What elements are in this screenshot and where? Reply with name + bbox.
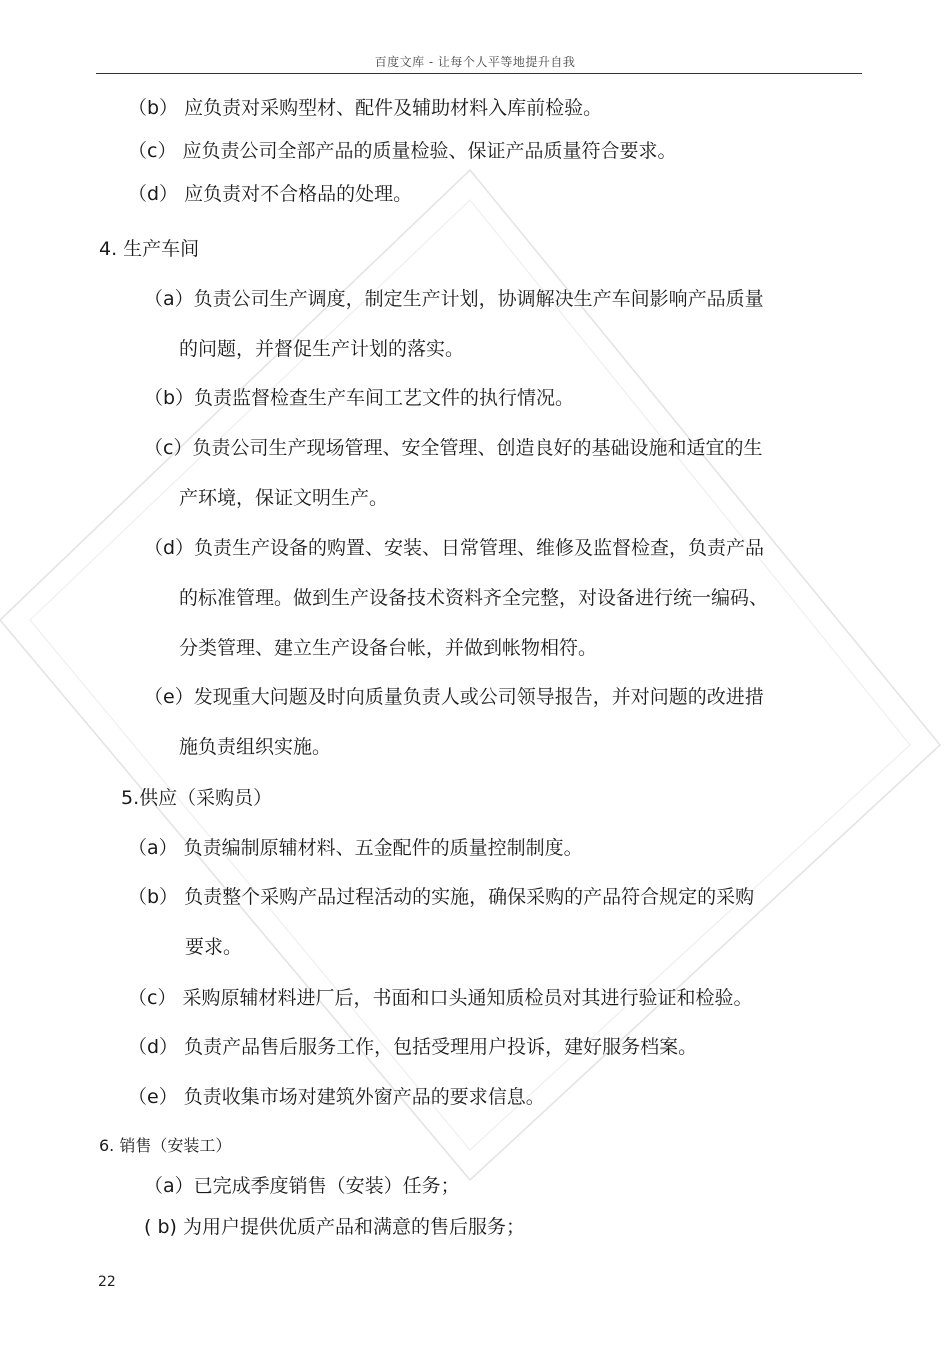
item-line: （a）负责公司生产调度，制定生产计划，协调解决生产车间影响产品质量 <box>144 288 764 310</box>
item-line: （b） 负责整个采购产品过程活动的实施，确保采购的产品符合规定的采购 <box>128 886 755 908</box>
item-line: （e）发现重大问题及时向质量负责人或公司领导报告，并对问题的改进措 <box>144 686 764 708</box>
header-rule <box>96 73 862 74</box>
item-line: （c） 应负责公司全部产品的质量检验、保证产品质量符合要求。 <box>128 140 677 162</box>
section-heading: 6. 销售（安装工） <box>99 1136 232 1155</box>
section-heading: 5.供应（采购员） <box>121 787 273 809</box>
item-line: （d） 应负责对不合格品的处理。 <box>128 183 413 205</box>
item-line: 产环境，保证文明生产。 <box>179 487 389 509</box>
section-heading: 4. 生产车间 <box>99 238 200 260</box>
page-number: 22 <box>98 1274 116 1290</box>
item-line: （c）负责公司生产现场管理、安全管理、创造良好的基础设施和适宜的生 <box>144 437 763 459</box>
page-header: 百度文库 - 让每个人平等地提升自我 <box>374 55 576 69</box>
item-line: （e） 负责收集市场对建筑外窗产品的要求信息。 <box>128 1086 545 1108</box>
item-line: 的问题，并督促生产计划的落实。 <box>179 338 465 360</box>
item-line: 要求。 <box>185 936 243 958</box>
item-line: （a）已完成季度销售（安装）任务； <box>144 1175 460 1197</box>
item-line: ( b) 为用户提供优质产品和满意的售后服务； <box>144 1216 525 1238</box>
item-line: （b）负责监督检查生产车间工艺文件的执行情况。 <box>144 387 575 409</box>
item-line: 施负责组织实施。 <box>179 736 332 758</box>
item-line: （b） 应负责对采购型材、配件及辅助材料入库前检验。 <box>128 97 603 119</box>
item-line: （a） 负责编制原辅材料、五金配件的质量控制制度。 <box>128 837 583 859</box>
item-line: （d）负责生产设备的购置、安装、日常管理、维修及监督检查，负责产品 <box>144 537 765 559</box>
item-line: 的标准管理。做到生产设备技术资料齐全完整，对设备进行统一编码、 <box>179 587 769 609</box>
item-line: （c） 采购原辅材料进厂后，书面和口头通知质检员对其进行验证和检验。 <box>128 987 753 1009</box>
item-line: 分类管理、建立生产设备台帐，并做到帐物相符。 <box>179 637 598 659</box>
item-line: （d） 负责产品售后服务工作，包括受理用户投诉，建好服务档案。 <box>128 1036 698 1058</box>
